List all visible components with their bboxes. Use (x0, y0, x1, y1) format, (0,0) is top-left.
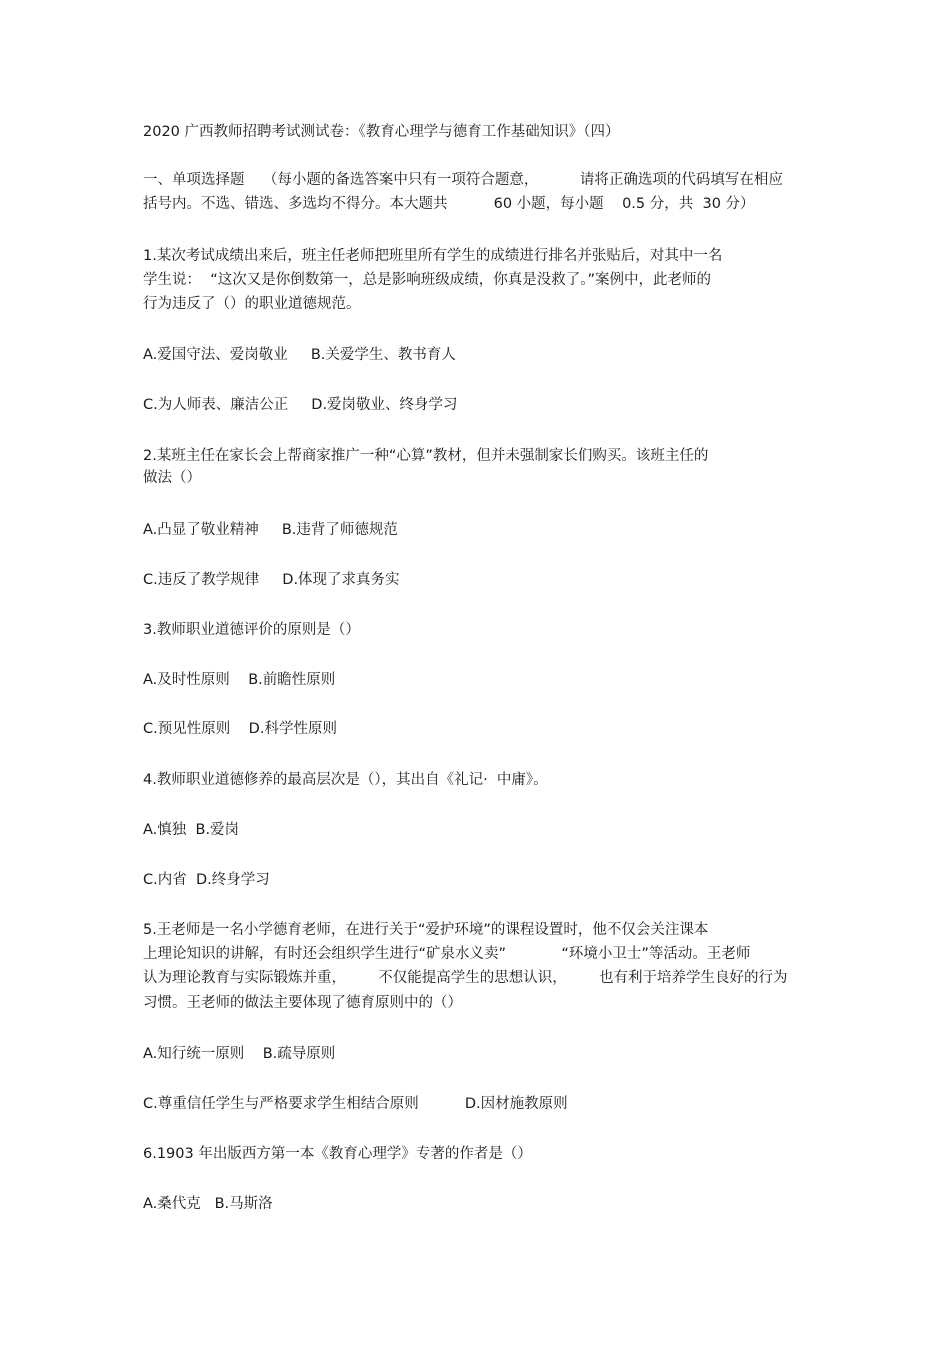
question-1-stem-line-2: 学生说： “这次又是你倒数第一，总是影响班级成绩，你真是没救了。”案例中，此老师的 (143, 272, 711, 288)
question-2-stem-line-2: 做法（） (143, 470, 201, 486)
question-5-stem-line-1: 5.王老师是一名小学德育老师，在进行关于“爱护环境”的课程设置时，他不仅会关注课本 (143, 922, 709, 938)
question-2-options-ab: A.凸显了敬业精神 B.违背了师德规范 (143, 522, 398, 538)
question-3-options-ab: A.及时性原则 B.前瞻性原则 (143, 672, 336, 688)
question-4-options-ab: A.慎独 B.爱岗 (143, 822, 240, 838)
document-title: 2020 广西教师招聘考试测试卷：《教育心理学与德育工作基础知识》（四） (143, 124, 620, 140)
question-4-options-cd: C.内省 D.终身学习 (143, 872, 270, 888)
question-1-stem-line-3: 行为违反了（）的职业道德规范。 (143, 296, 361, 312)
question-5-stem-line-3: 认为理论教育与实际锻炼并重， 不仅能提高学生的思想认识， 也有利于培养学生良好的行为 (143, 970, 788, 986)
question-5-stem-line-4: 习惯。王老师的做法主要体现了德育原则中的（） (143, 995, 462, 1011)
question-5-options-ab: A.知行统一原则 B.疏导原则 (143, 1046, 336, 1062)
question-3-options-cd: C.预见性原则 D.科学性原则 (143, 721, 337, 737)
section-instructions-line-1: 一、单项选择题 （每小题的备选答案中只有一项符合题意， 请将正确选项的代码填写在相应 (143, 172, 783, 188)
question-1-options-cd: C.为人师表、廉洁公正 D.爱岗敬业、终身学习 (143, 397, 458, 413)
question-5-options-cd: C.尊重信任学生与严格要求学生相结合原则 D.因材施教原则 (143, 1096, 568, 1112)
question-2-stem-line-1: 2.某班主任在家长会上帮商家推广一种“心算”教材，但并未强制家长们购买。该班主任的 (143, 448, 709, 464)
question-6-stem: 6.1903 年出版西方第一本《教育心理学》专著的作者是（） (143, 1146, 532, 1162)
question-6-options-ab: A.桑代克 B.马斯洛 (143, 1196, 273, 1212)
question-1-options-ab: A.爱国守法、爱岗敬业 B.关爱学生、教书育人 (143, 347, 456, 363)
question-3-stem: 3.教师职业道德评价的原则是（） (143, 622, 360, 638)
question-1-stem-line-1: 1.某次考试成绩出来后，班主任老师把班里所有学生的成绩进行排名并张贴后，对其中一名 (143, 248, 723, 264)
question-4-stem: 4.教师职业道德修养的最高层次是（），其出自《礼记· 中庸》。 (143, 772, 548, 788)
question-2-options-cd: C.违反了教学规律 D.体现了求真务实 (143, 572, 400, 588)
section-instructions-line-2: 括号内。不选、错选、多选均不得分。本大题共 60 小题，每小题 0.5 分，共 30 分） (143, 196, 755, 212)
question-5-stem-line-2: 上理论知识的讲解，有时还会组织学生进行“矿泉水义卖” “环境小卫士”等活动。王老师 (143, 946, 751, 962)
